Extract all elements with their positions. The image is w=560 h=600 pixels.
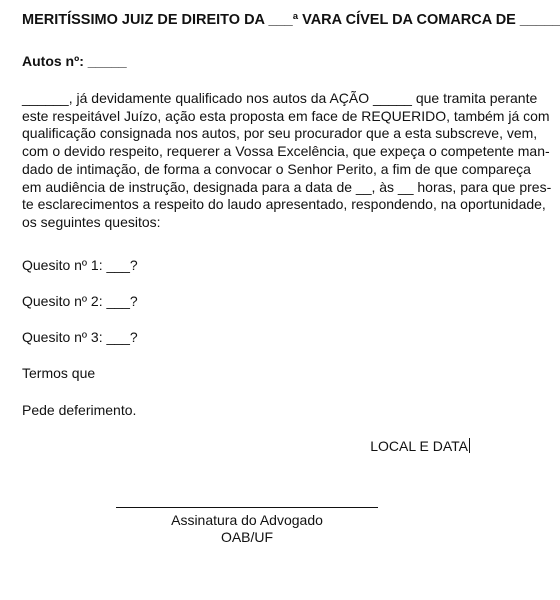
document-heading: MERITÍSSIMO JUIZ DE DIREITO DA ___ª VARA CÍVEL DA COMARCA DE _____ xyxy=(22,12,560,28)
paragraph-line: te esclarecimentos a respeito do laudo apresentado, respondendo, na oportunidade, xyxy=(22,196,546,213)
signature-line xyxy=(116,507,378,508)
paragraph-line: ______, já devidamente qualificado nos autos da AÇÃO _____ que tramita perante xyxy=(22,90,538,106)
pede-deferimento: Pede deferimento. xyxy=(22,402,137,418)
body-paragraph xyxy=(22,90,552,232)
paragraph-line: qualificação consignada nos autos, por seu procurador que a esta subscreve, vem, xyxy=(22,125,538,142)
local-date-text: LOCAL E DATA xyxy=(370,438,468,454)
termos-que: Termos que xyxy=(22,365,96,381)
paragraph-line: em audiência de instrução, designada para a data de __, às __ horas, para que pres- xyxy=(22,178,552,195)
autos-number: Autos nº: _____ xyxy=(22,53,127,69)
paragraph-line: com o devido respeito, requerer a Vossa Excelência, que expeça o competente man- xyxy=(22,143,550,160)
signature-name: Assinatura do Advogado xyxy=(171,512,323,528)
quesito-1: Quesito nº 1: ___? xyxy=(22,257,138,273)
local-date-field[interactable] xyxy=(370,437,470,455)
paragraph-line: dado de intimação, de forma a convocar o Senhor Perito, a fim de que compareça xyxy=(22,160,531,177)
quesito-3: Quesito nº 3: ___? xyxy=(22,329,138,345)
paragraph-line: este respeitável Juízo, ação esta proposta em face de REQUERIDO, também já com xyxy=(22,107,550,124)
text-cursor xyxy=(469,438,470,453)
quesito-2: Quesito nº 2: ___? xyxy=(22,293,138,309)
paragraph-line: os seguintes quesitos: xyxy=(22,213,161,230)
signature-oab: OAB/UF xyxy=(220,529,274,545)
